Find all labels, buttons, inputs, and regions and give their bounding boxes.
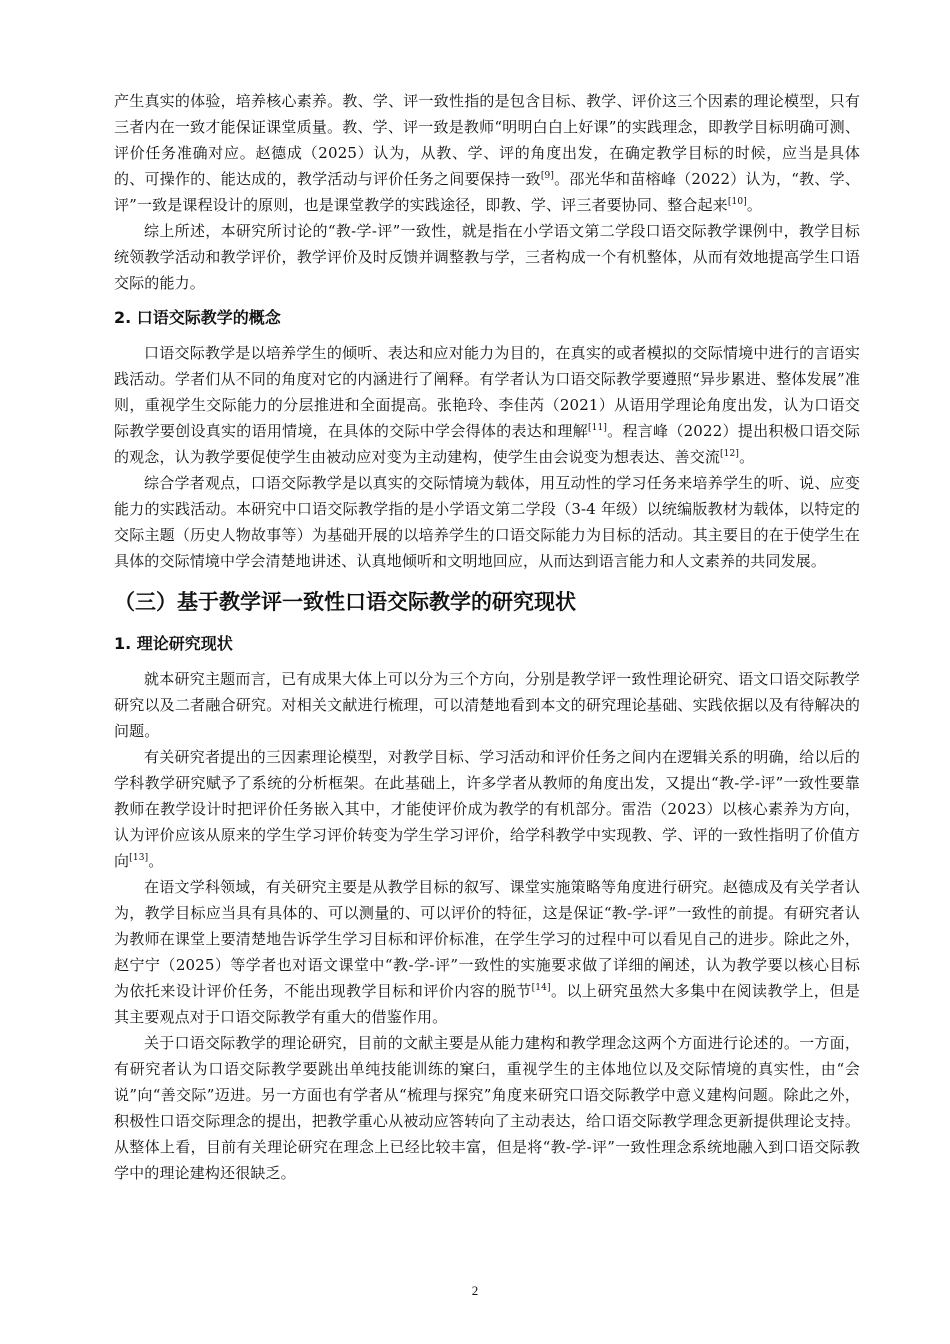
citation-marker: [14]	[531, 983, 551, 993]
citation-marker: [10]	[727, 197, 747, 207]
section-heading: （三）基于教学评一致性口语交际教学的研究现状	[114, 590, 576, 614]
paragraph-text: 口语交际教学是以培养学生的倾听、表达和应对能力为目的，在真实的或者模拟的交际情境中进行的言语实践活动。学者们从不同的角度对它的内涵进行了阐释。有学者认为口语交际教学要遵照“异步累进、整体发展”准则，重视学生交际能力的分层推进和全面提高。张艳玲、李佳芮（2021）从语用学理论角度出发，认为口语交际教学要创设真实的语用情境，在具体的交际中学会得体的表达和理解	[114, 344, 860, 440]
paragraph	[114, 666, 860, 744]
paragraph	[114, 470, 860, 574]
paragraph	[114, 218, 860, 296]
paragraph-text: 。程言峰（2022）提出积极口语交际的观念，认为教学要促使学生由被动应对变为主动建构，使学生由会说变为想表达、善交流	[114, 422, 860, 466]
paragraph-text: 就本研究主题而言，已有成果大体上可以分为三个方向，分别是教学评一致性理论研究、语文口语交际教学研究以及二者融合研究。对相关文献进行梳理，可以清楚地看到本文的研究理论基础、实践依据以及有待解决的问题。	[114, 670, 860, 740]
body-text	[114, 88, 860, 1186]
paragraph	[114, 744, 860, 874]
paragraph	[114, 1030, 860, 1186]
citation-marker: [9]	[540, 171, 555, 181]
paragraph-text: 有关研究者提出的三因素理论模型，对教学目标、学习活动和评价任务之间内在逻辑关系的明确，给以后的学科教学研究赋予了系统的分析框架。在此基础上，许多学者从教师的角度出发，又提出“教-学-评”一致性要靠教师在教学设计时把评价任务嵌入其中，才能使评价成为教学的有机部分。雷浩（2023）以核心素养为方向，认为评价应该从原来的学生学习评价转变为学生学习评价，给学科教学中实现教、学、评的一致性指明了价值方向	[114, 748, 860, 870]
paragraph	[114, 874, 860, 1030]
paragraph-text: 。	[148, 852, 164, 870]
paragraph-text: 产生真实的体验，培养核心素养。教、学、评一致性指的是包含目标、教学、评价这三个因素的理论模型，只有三者内在一致才能保证课堂质量。教、学、评一致是教师“明明白白上好课”的实践理念，即教学目标明确可测、评价任务准确对应。赵德成（2025）认为，从教、学、评的角度出发，在确定教学目标的时候，应当是具体的、可操作的、能达成的，教学活动与评价任务之间要保持一致	[114, 92, 860, 188]
paragraph-text: 综上所述，本研究所讨论的“教-学-评”一致性，就是指在小学语文第二学段口语交际教学课例中，教学目标统领教学活动和教学评价，教学评价及时反馈并调整教与学，三者构成一个有机整体，从而有效地提高学生口语交际的能力。	[114, 222, 860, 292]
paragraph-text: 。以上研究虽然大多集中在阅读教学上，但是其主要观点对于口语交际教学有重大的借鉴作用。	[114, 982, 860, 1026]
paragraph-text: 。邵光华和苗榕峰（2022）认为，“教、学、评”一致是课程设计的原则，也是课堂教学的实践途径，即教、学、评三者要协同、整合起来	[114, 170, 861, 214]
paragraph-text: 。	[746, 196, 763, 214]
citation-marker: [12]	[720, 449, 740, 459]
paragraph-text: 在语文学科领域，有关研究主要是从教学目标的叙写、课堂实施策略等角度进行研究。赵德成及有关学者认为，教学目标应当具有具体的、可以测量的、可以评价的特征，这是保证“教-学-评”一致性的前提。有研究者认为教师在课堂上要清楚地告诉学生学习目标和评价标准，在学生学习的过程中可以看见自己的进步。除此之外，赵宁宁（2025）等学者也对语文课堂中“教-学-评”一致性的实施要求做了详细的阐述，认为教学要以核心目标为依托来设计评价任务，不能出现教学目标和评价内容的脱节	[114, 878, 860, 1000]
paragraph-text: 。	[739, 448, 755, 466]
page-number: 2	[471, 1283, 479, 1298]
subsection-heading: 2. 口语交际教学的概念	[114, 308, 281, 327]
citation-marker: [13]	[129, 853, 149, 863]
paragraph-text: 关于口语交际教学的理论研究，目前的文献主要是从能力建构和教学理念这两个方面进行论述的。一方面，有研究者认为口语交际教学要跳出单纯技能训练的窠臼，重视学生的主体地位以及交际情境的真实性，由“会说”向“善交际”迈进。另一方面也有学者从“梳理与探究”角度来研究口语交际教学中意义建构问题。除此之外，积极性口语交际理念的提出，把教学重心从被动应答转向了主动表达，给口语交际教学理念更新提供理论支持。从整体上看，目前有关理论研究在理念上已经比较丰富，但是将“教-学-评”一致性理念系统地融入到口语交际教学中的理论建构还很缺乏。	[114, 1034, 860, 1182]
paragraph	[114, 88, 860, 218]
paragraph-text: 综合学者观点，口语交际教学是以真实的交际情境为载体，用互动性的学习任务来培养学生的听、说、应变能力的实践活动。本研究中口语交际教学指的是小学语文第二学段（3-4 年级）以统编版教材为载体，以特定的交际主题（历史人物故事等）为基础开展的以培养学生的口语交际能力为目标的活动。其主要目的在于使学生在具体的交际情境中学会清楚地讲述、认真地倾听和文明地回应，从而达到语言能力和人文素养的共同发展。	[114, 474, 860, 570]
subsection-heading: 1. 理论研究现状	[114, 634, 233, 653]
citation-marker: [11]	[587, 423, 608, 433]
paragraph	[114, 340, 860, 470]
